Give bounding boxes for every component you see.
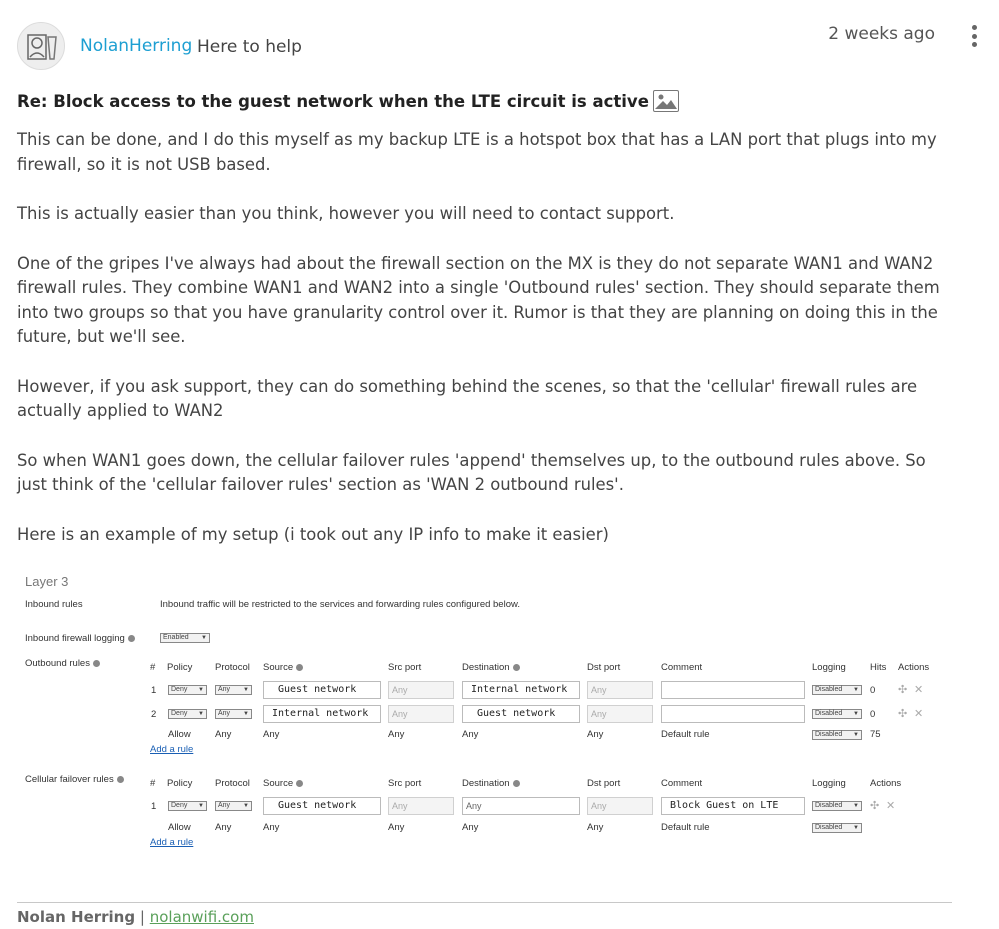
paragraph: So when WAN1 goes down, the cellular failover rules 'append' themselves up, to the outbound rules above. So just think of the 'cellular failover rules' section as 'WAN 2 outbound rules'. [17, 450, 926, 494]
avatar[interactable] [17, 22, 65, 70]
inbound-rules-label: Inbound rules [25, 599, 83, 610]
default-destination: Any [462, 729, 479, 740]
source-input[interactable]: Guest network [263, 681, 381, 699]
post-timestamp: 2 weeks ago [828, 24, 935, 44]
col-protocol: Protocol [215, 662, 250, 673]
protocol-select[interactable]: Any ▼ [215, 709, 252, 719]
signature-name: Nolan Herring [17, 908, 136, 926]
col-source-label: Source [263, 778, 294, 789]
delete-icon[interactable]: ✕ [886, 800, 896, 812]
default-comment: Default rule [661, 822, 710, 833]
col-actions: Actions [898, 662, 930, 673]
col-source [263, 778, 303, 789]
comment-input[interactable] [661, 705, 805, 723]
col-source-label: Source [263, 662, 294, 673]
paragraph: One of the gripes I've always had about the firewall section on the MX is they do not separate WAN1 and WAN2 firewall rules. They combine WAN1 and WAN2 into a single 'Outbound rules' section. They should separate them into two groups so that you have granularity control over it. Rumor is that they are planning on doing this in the future, but we'll see. [17, 253, 940, 346]
logging-select[interactable]: Disabled ▼ [812, 709, 862, 719]
hits-count: 0 [870, 709, 876, 720]
dstport-input[interactable]: Any [587, 705, 653, 723]
inbound-logging-label: Inbound firewall logging [25, 633, 125, 644]
inbound-logging-select[interactable]: Enabled ▼ [160, 633, 210, 643]
col-actions: Actions [870, 778, 902, 789]
signature [17, 908, 254, 926]
col-dstport: Dst port [587, 662, 621, 673]
col-comment: Comment [661, 662, 703, 673]
author-rank: Here to help [197, 37, 302, 57]
policy-select[interactable]: Deny ▼ [168, 801, 207, 811]
col-srcport: Src port [388, 662, 422, 673]
default-protocol: Any [215, 729, 232, 740]
add-rule-link[interactable]: Add a rule [150, 744, 194, 755]
paragraph: This can be done, and I do this myself as my backup LTE is a hotspot box that has a LAN port that plugs into my firewall, so it is not USB based. [17, 130, 937, 174]
cellular-rules-heading [25, 774, 124, 785]
paragraph: However, if you ask support, they can do something behind the scenes, so that the 'cellular' firewall rules are actually applied to WAN2 [17, 376, 918, 420]
dstport-input[interactable]: Any [587, 797, 653, 815]
signature-separator: | [139, 908, 145, 926]
firewall-screenshot [17, 567, 947, 857]
col-srcport: Src port [388, 778, 422, 789]
subject-text: Re: Block access to the guest network when the LTE circuit is active [17, 91, 649, 111]
info-icon [117, 776, 124, 783]
row-num: 2 [151, 709, 157, 720]
row-num: 1 [151, 685, 157, 696]
image-icon[interactable] [653, 90, 679, 112]
destination-input[interactable]: Any [462, 797, 580, 815]
info-icon [93, 660, 100, 667]
outbound-rules-heading [25, 658, 100, 669]
logging-select[interactable]: Disabled ▼ [812, 730, 862, 740]
author-link[interactable]: NolanHerring [80, 36, 193, 56]
destination-input[interactable]: Guest network [462, 705, 580, 723]
col-logging: Logging [812, 662, 846, 673]
col-comment: Comment [661, 778, 703, 789]
col-logging: Logging [812, 778, 846, 789]
default-source: Any [263, 729, 280, 740]
move-icon[interactable]: ✣ [898, 708, 908, 720]
post-subject [17, 90, 679, 112]
source-input[interactable]: Internal network [263, 705, 381, 723]
col-destination-label: Destination [462, 778, 510, 789]
delete-icon[interactable]: ✕ [914, 708, 924, 720]
logging-select[interactable]: Disabled ▼ [812, 685, 862, 695]
default-source: Any [263, 822, 280, 833]
col-protocol: Protocol [215, 778, 250, 789]
default-srcport: Any [388, 729, 405, 740]
comment-input[interactable]: Block Guest on LTE [661, 797, 805, 815]
more-menu-icon[interactable] [969, 25, 979, 47]
info-icon [296, 780, 303, 787]
policy-select[interactable]: Deny ▼ [168, 685, 207, 695]
default-comment: Default rule [661, 729, 710, 740]
post-header [17, 22, 982, 72]
default-srcport: Any [388, 822, 405, 833]
signature-link[interactable]: nolanwifi.com [149, 908, 254, 926]
default-protocol: Any [215, 822, 232, 833]
default-dstport: Any [587, 729, 604, 740]
col-policy: Policy [167, 662, 193, 673]
info-icon [513, 780, 520, 787]
default-dstport: Any [587, 822, 604, 833]
info-icon [513, 664, 520, 671]
inbound-logging-row [25, 633, 135, 644]
info-icon [128, 635, 135, 642]
protocol-select[interactable]: Any ▼ [215, 801, 252, 811]
layer3-title: Layer 3 [25, 574, 69, 589]
row-num: 1 [151, 801, 157, 812]
delete-icon[interactable]: ✕ [914, 684, 924, 696]
col-destination-label: Destination [462, 662, 510, 673]
info-icon [296, 664, 303, 671]
policy-select[interactable]: Deny ▼ [168, 709, 207, 719]
signature-divider [17, 902, 952, 903]
hits-count: 0 [870, 685, 876, 696]
comment-input[interactable] [661, 681, 805, 699]
inbound-rules-text: Inbound traffic will be restricted to the services and forwarding rules configured below. [160, 599, 520, 610]
cellular-rules-label: Cellular failover rules [25, 774, 114, 785]
col-destination [462, 662, 520, 673]
paragraph: This is actually easier than you think, however you will need to contact support. [17, 204, 675, 223]
srcport-input[interactable]: Any [388, 681, 454, 699]
logging-select[interactable]: Disabled ▼ [812, 823, 862, 833]
col-num: # [150, 662, 156, 673]
default-policy: Allow [168, 729, 191, 740]
move-icon[interactable]: ✣ [870, 800, 880, 812]
add-rule-link[interactable]: Add a rule [150, 837, 194, 848]
paragraph: Here is an example of my setup (i took out any IP info to make it easier) [17, 524, 609, 544]
default-destination: Any [462, 822, 479, 833]
col-source [263, 662, 303, 673]
protocol-select[interactable]: Any ▼ [215, 685, 252, 695]
dstport-input[interactable]: Any [587, 681, 653, 699]
logging-select[interactable]: Disabled ▼ [812, 801, 862, 811]
col-policy: Policy [167, 778, 193, 789]
destination-input[interactable]: Internal network [462, 681, 580, 699]
col-dstport: Dst port [587, 778, 621, 789]
post-body [17, 128, 952, 572]
move-icon[interactable]: ✣ [898, 684, 908, 696]
srcport-input[interactable]: Any [388, 797, 454, 815]
col-destination [462, 778, 520, 789]
col-num: # [150, 778, 156, 789]
srcport-input[interactable]: Any [388, 705, 454, 723]
default-policy: Allow [168, 822, 191, 833]
source-input[interactable]: Guest network [263, 797, 381, 815]
hits-count: 75 [870, 729, 881, 740]
outbound-rules-label: Outbound rules [25, 658, 90, 669]
col-hits: Hits [870, 662, 887, 673]
